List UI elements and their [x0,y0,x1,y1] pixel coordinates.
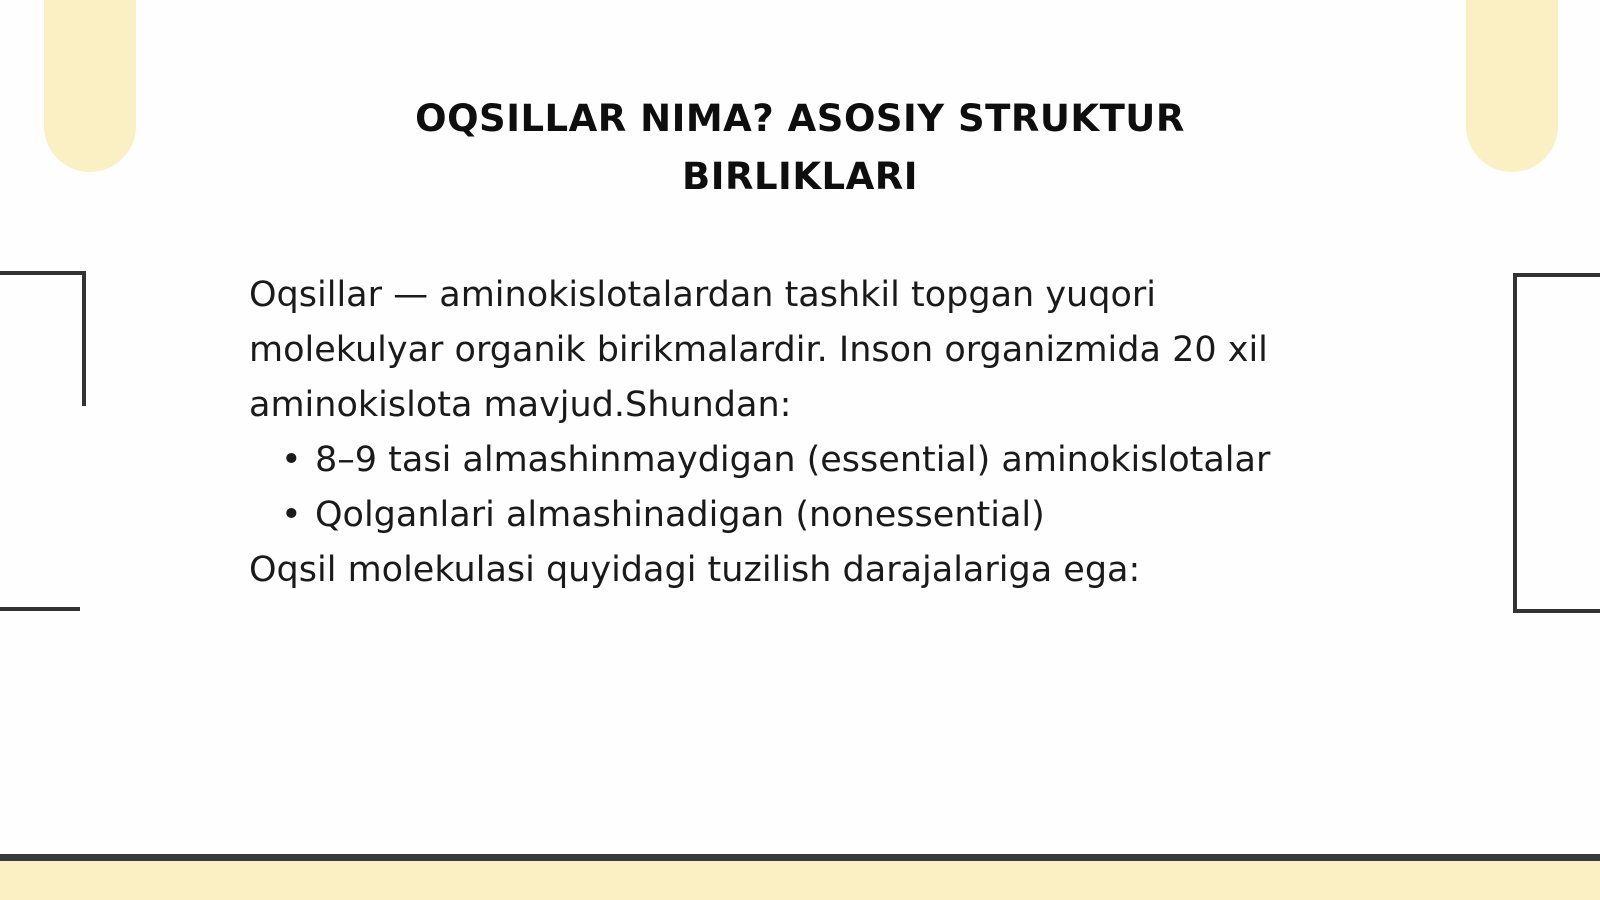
intro-paragraph: Oqsillar — aminokislotalardan tashkil topgan yuqori molekulyar organik birikmalardir. Inson organizmida 20 xil aminokislota mavjud.Shundan: [249,275,1268,425]
decorative-bracket-left-bottom [0,607,80,611]
list-item: • 8–9 tasi almashinmaydigan (essential) aminokislotalar [315,433,1289,488]
bottom-divider-line [0,854,1600,861]
decorative-bracket-left-top [0,271,86,406]
aminoacid-list [249,433,1289,543]
bottom-accent-band [0,861,1600,900]
slide-title-line-2: BIRLIKLARI [682,155,918,198]
slide-body [249,268,1289,598]
slide-title [300,90,1300,206]
decorative-pill-left [44,0,136,172]
slide-title-line-1: OQSILLAR NIMA? ASOSIY STRUKTUR [415,97,1185,140]
outro-paragraph: Oqsil molekulasi quyidagi tuzilish darajalariga ega: [249,550,1141,590]
decorative-bracket-right [1513,273,1600,613]
decorative-pill-right [1466,0,1558,172]
list-item: • Qolganlari almashinadigan (nonessential) [315,488,1289,543]
